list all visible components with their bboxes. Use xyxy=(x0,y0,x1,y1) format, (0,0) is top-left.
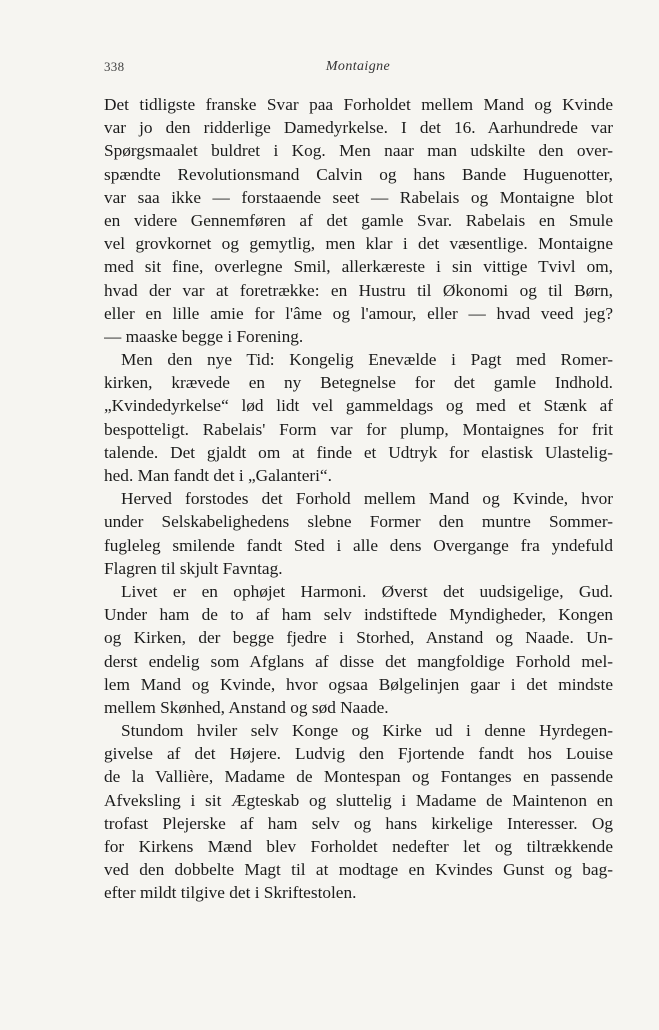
text-line: og Kirken, der begge fjedre i Storhed, Anstand og Naade. Un- xyxy=(104,628,613,648)
text-line: „Kvindedyrkelse“ lød lidt vel gammeldags og med et Stænk af xyxy=(104,396,613,416)
text-line: hvad der var at foretrække: en Hustru til Økonomi og til Børn, xyxy=(104,280,613,300)
paragraph xyxy=(104,93,613,348)
text-line: Men den nye Tid: Kongelig Enevælde i Pagt med Romer- xyxy=(121,350,613,370)
text-line: for Kirkens Mænd blev Forholdet nedefter let og tiltrækkende xyxy=(104,837,613,856)
text-line: kirken, krævede en ny Betegnelse for det gamle Indhold. xyxy=(104,373,613,393)
text-line: de la Vallière, Madame de Montespan og Fontanges en passende xyxy=(104,767,613,787)
text-line: Flagren til skjult Favntag. xyxy=(104,558,283,578)
running-head xyxy=(104,59,612,79)
paragraph xyxy=(104,348,613,487)
text-line: Afveksling i sit Ægteskab og sluttelig i Madame de Maintenon en xyxy=(104,790,613,810)
text-line: givelse af det Højere. Ludvig den Fjortende fandt hos Louise xyxy=(104,744,613,764)
text-line: vel grovkornet og gemytlig, men klar i det væsentlige. Montaigne xyxy=(104,234,613,254)
text-line: mellem Skønhed, Anstand og sød Naade. xyxy=(104,697,389,717)
text-line: efter mildt tilgive det i Skriftestolen. xyxy=(104,883,357,903)
paragraph xyxy=(104,487,613,580)
text-line: derst endelig som Afglans af disse det mangfoldige Forhold mel- xyxy=(104,651,613,671)
text-line: spændte Revolutionsmand Calvin og hans Bande Huguenotter, xyxy=(104,164,613,184)
text-line: med sit fine, overlegne Smil, allerkæreste i sin vittige Tvivl om, xyxy=(104,257,613,277)
body-text xyxy=(104,93,613,905)
text-line: fugleleg smilende fandt Sted i alle dens Overgange fra yndefuld xyxy=(104,535,613,555)
text-line: trofast Plejerske af ham selv og hans kirkelige Interesser. Og xyxy=(104,813,613,833)
text-line: Spørgsmaalet buldret i Kog. Men naar man udskilte den over- xyxy=(104,141,613,161)
paragraph xyxy=(104,719,613,905)
text-line: hed. Man fandt det i „Galanteri“. xyxy=(104,466,332,485)
text-line: ved den dobbelte Magt til at modtage en Kvindes Gunst og bag- xyxy=(104,860,613,880)
text-line: var jo den ridderlige Damedyrkelse. I det 16. Aarhundrede var xyxy=(104,118,613,138)
text-line: bespotteligt. Rabelais' Form var for plump, Montaignes for frit xyxy=(104,419,613,439)
text-line: eller en lille amie for l'âme og l'amour, eller — hvad veed jeg? xyxy=(104,303,613,323)
text-line: under Selskabelighedens slebne Former den muntre Sommer- xyxy=(104,512,613,532)
text-line: Stundom hviler selv Konge og Kirke ud i denne Hyrdegen- xyxy=(121,721,613,741)
text-line: talende. Det gjaldt om at finde et Udtryk for elastisk Ulastelig- xyxy=(104,442,613,462)
text-line: var saa ikke — forstaaende seet — Rabelais og Montaigne blot xyxy=(104,187,613,207)
text-line: Herved forstodes det Forhold mellem Mand og Kvinde, hvor xyxy=(121,489,613,509)
text-line: Livet er en ophøjet Harmoni. Øverst det uudsigelige, Gud. xyxy=(121,581,613,601)
text-line: — maaske begge i Forening. xyxy=(104,326,304,346)
running-title: Montaigne xyxy=(325,59,391,74)
text-line: en videre Gennemføren af det gamle Svar. Rabelais en Smule xyxy=(104,210,613,230)
text-line: Under ham de to af ham selv indstiftede Myndigheder, Kongen xyxy=(104,605,613,625)
paragraph xyxy=(104,580,613,719)
text-line: Det tidligste franske Svar paa Forholdet mellem Mand og Kvinde xyxy=(104,95,613,114)
text-line: lem Mand og Kvinde, hvor ogsaa Bølgelinjen gaar i det mindste xyxy=(104,674,613,694)
page-number: 338 xyxy=(104,59,125,74)
